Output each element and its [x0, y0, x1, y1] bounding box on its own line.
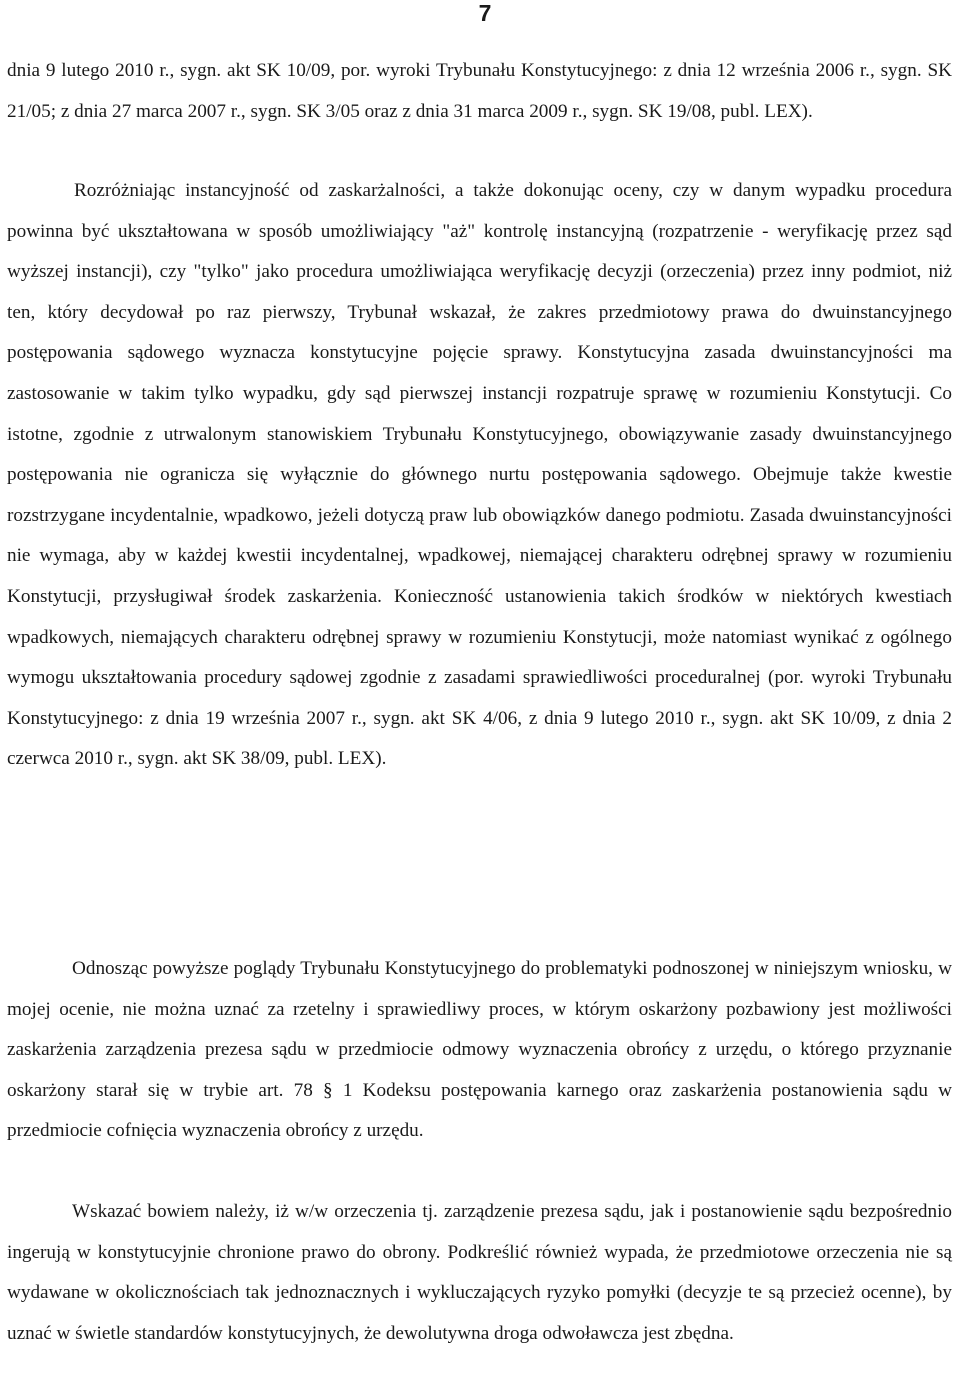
paragraph-conclusion: Wskazać bowiem należy, iż w/w orzeczenia tj. zarządzenie prezesa sądu, jak i postanowienie sądu bezpośrednio ingerują w konstytucyjnie chronione prawo do obrony. Podkreślić również wypada, że przedmiotowe orzeczenia nie są wydawane w okolicznościach tak jednoznacznych i wykluczających ryzyko pomyłki (decyzje te są przecież ocenne), by uznać w świetle standardów konstytucyjnych, że dewolutywna droga odwoławcza jest zbędna.	[7, 1201, 952, 1344]
paragraph-citation-continuation: dnia 9 lutego 2010 r., sygn. akt SK 10/09, por. wyroki Trybunału Konstytucyjnego: z dnia 12 września 2006 r., sygn. SK 21/05; z dnia 27 marca 2007 r., sygn. SK 3/05 oraz z dnia 31 marca 2009 r., sygn. SK 19/08, publ. LEX).	[7, 60, 952, 122]
paragraph-application-to-motion: Odnosząc powyższe poglądy Trybunału Konstytucyjnego do problematyki podnoszonej w niniejszym wniosku, w mojej ocenie, nie można uznać za rzetelny i sprawiedliwy proces, w którym oskarżony pozbawiony jest możliwości zaskarżenia zarządzenia prezesa sądu w przedmiocie odmowy wyznaczenia obrońcy z urzędu, o którego przyznanie oskarżony starał się w trybie art. 78 § 1 Kodeksu postępowania karnego oraz zaskarżenia postanowienia sądu w przedmiocie cofnięcia wyznaczenia obrońcy z urzędu.	[7, 958, 952, 1142]
paragraph-instancyjnosc: Rozróżniając instancyjność od zaskarżalności, a także dokonując oceny, czy w danym wypadku procedura powinna być ukształtowana w sposób umożliwiający "aż" kontrolę instancyjną (rozpatrzenie - weryfikację przez sąd wyższej instancji), czy "tylko" jako procedura umożliwiająca weryfikację decyzji (orzeczenia) przez inny podmiot, niż ten, który decydował po raz pierwszy, Trybunał wskazał, że zakres przedmiotowy prawa do dwuinstancyjnego postępowania sądowego wyznacza konstytucyjne pojęcie sprawy. Konstytucyjna zasada dwuinstancyjności ma zastosowanie w takim tylko wypadku, gdy sąd pierwszej instancji rozpatruje sprawę w rozumieniu Konstytucji. Co istotne, zgodnie z utrwalonym stanowiskiem Trybunału Konstytucyjnego, obowiązywanie zasady dwuinstancyjnego postępowania nie ogranicza się wyłącznie do głównego nurtu postępowania sądowego. Obejmuje także kwestie rozstrzygane incydentalnie, wpadkowo, jeżeli dotyczą praw lub obowiązków danego podmiotu. Zasada dwuinstancyjności nie wymaga, aby w każdej kwestii incydentalnej, wpadkowej, niemającej charakteru odrębnej sprawy w rozumieniu Konstytucji, przysługiwał środek zaskarżenia. Konieczność ustanowienia takich środków w niektórych kwestiach wpadkowych, niemających charakteru odrębnej sprawy w rozumieniu Konstytucji, może natomiast wynikać z ogólnego wymogu ukształtowania procedury sądowej zgodnie z zasadami sprawiedliwości proceduralnej (por. wyroki Trybunału Konstytucyjnego: z dnia 19 września 2007 r., sygn. akt SK 4/06, z dnia 9 lutego 2010 r., sygn. akt SK 10/09, z dnia 2 czerwca 2010 r., sygn. akt SK 38/09, publ. LEX).	[7, 180, 952, 770]
page-number: 7	[478, 0, 492, 26]
